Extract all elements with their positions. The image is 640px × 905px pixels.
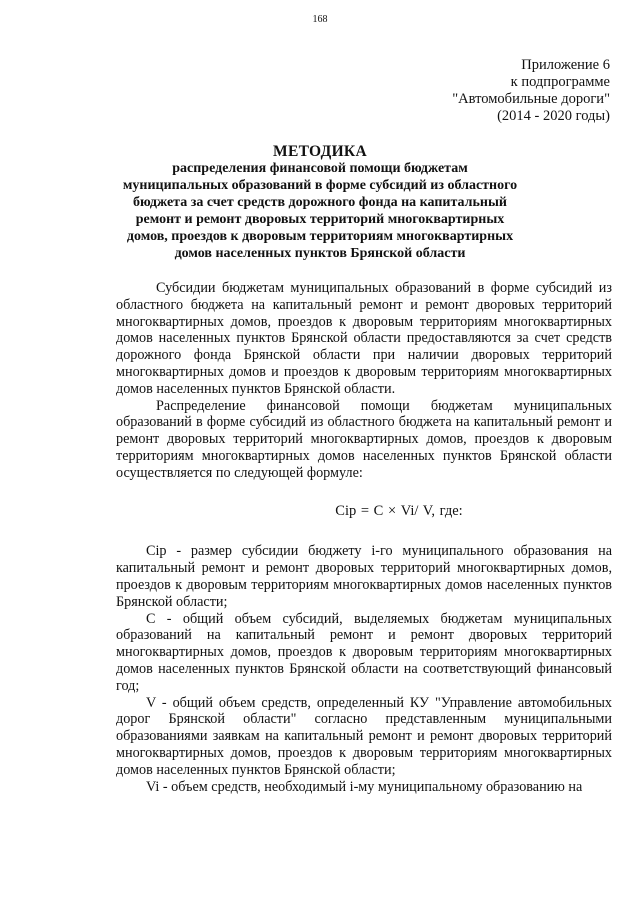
appendix-line: (2014 - 2020 годы) bbox=[497, 108, 610, 124]
formula: Ciр = С × Vi/ V, где: bbox=[335, 502, 463, 519]
appendix-line: к подпрограмме bbox=[510, 74, 610, 90]
title-line: домов населенных пунктов Брянской области bbox=[174, 246, 466, 261]
definition-c: С - общий объем субсидий, выделяемых бюджетам муниципальных образований на капитальный ремонт и ремонт дворовых территорий многоквартирных домов, проездов к дворовым территориям многоквартирных домов населенных пунктов Брянской области на соответствующий финансовый год; bbox=[116, 610, 612, 694]
appendix-line: Приложение 6 bbox=[521, 57, 610, 73]
title-line: муниципальных образований в форме субсидий из областного bbox=[122, 178, 518, 193]
title-line: распределения финансовой помощи бюджетам bbox=[172, 161, 468, 176]
title-line: домов, проездов к дворовым территориям многоквартирных bbox=[126, 229, 514, 244]
definition-vi: Vi - объем средств, необходимый i-му муниципальному образованию на bbox=[146, 778, 583, 795]
title-line: бюджета за счет средств дорожного фонда на капитальный bbox=[133, 195, 507, 210]
title-heading: МЕТОДИКА bbox=[273, 143, 367, 160]
appendix-header bbox=[452, 57, 610, 125]
page-number: 168 bbox=[312, 14, 328, 25]
appendix-line: "Автомобильные дороги" bbox=[452, 91, 610, 107]
title-line: ремонт и ремонт дворовых территорий многоквартирных bbox=[135, 212, 505, 227]
definition-v: V - общий объем средств, определенный КУ "Управление автомобильных дорог Брянской области" согласно представленным муниципальными образованиями заявкам на капитальный ремонт и ремонт дворовых территорий многоквартирных домов, проездов к дворовым территориям многоквартирных домов населенных пунктов Брянской области; bbox=[116, 694, 612, 778]
definition-cip: Ciр - размер субсидии бюджету i-го муниципального образования на капитальный ремонт и ремонт дворовых территорий многоквартирных домов, проездов к дворовым территориям многоквартирных домов населенных пунктов Брянской области; bbox=[116, 543, 612, 610]
document-body bbox=[116, 280, 612, 795]
document-title bbox=[70, 143, 570, 262]
paragraph-distribution: Распределение финансовой помощи бюджетам муниципальных образований в форме субсидий из областного бюджета на капитальный ремонт и ремонт дворовых территорий многоквартирных домов, проездов к дворовым территориям многоквартирных домов населенных пунктов Брянской области осуществляется по следующей формуле: bbox=[116, 397, 612, 481]
paragraph-intro: Субсидии бюджетам муниципальных образований в форме субсидий из областного бюджета на капитальный ремонт и ремонт дворовых территорий многоквартирных домов, проездов к дворовым территориям многоквартирных домов населенных пунктов Брянской области предоставляются за счет средств дорожного фонда Брянской области при наличии дворовых территорий многоквартирных домов и проездов к дворовым территориям многоквартирных домов населенных пунктов Брянской области. bbox=[116, 280, 612, 397]
